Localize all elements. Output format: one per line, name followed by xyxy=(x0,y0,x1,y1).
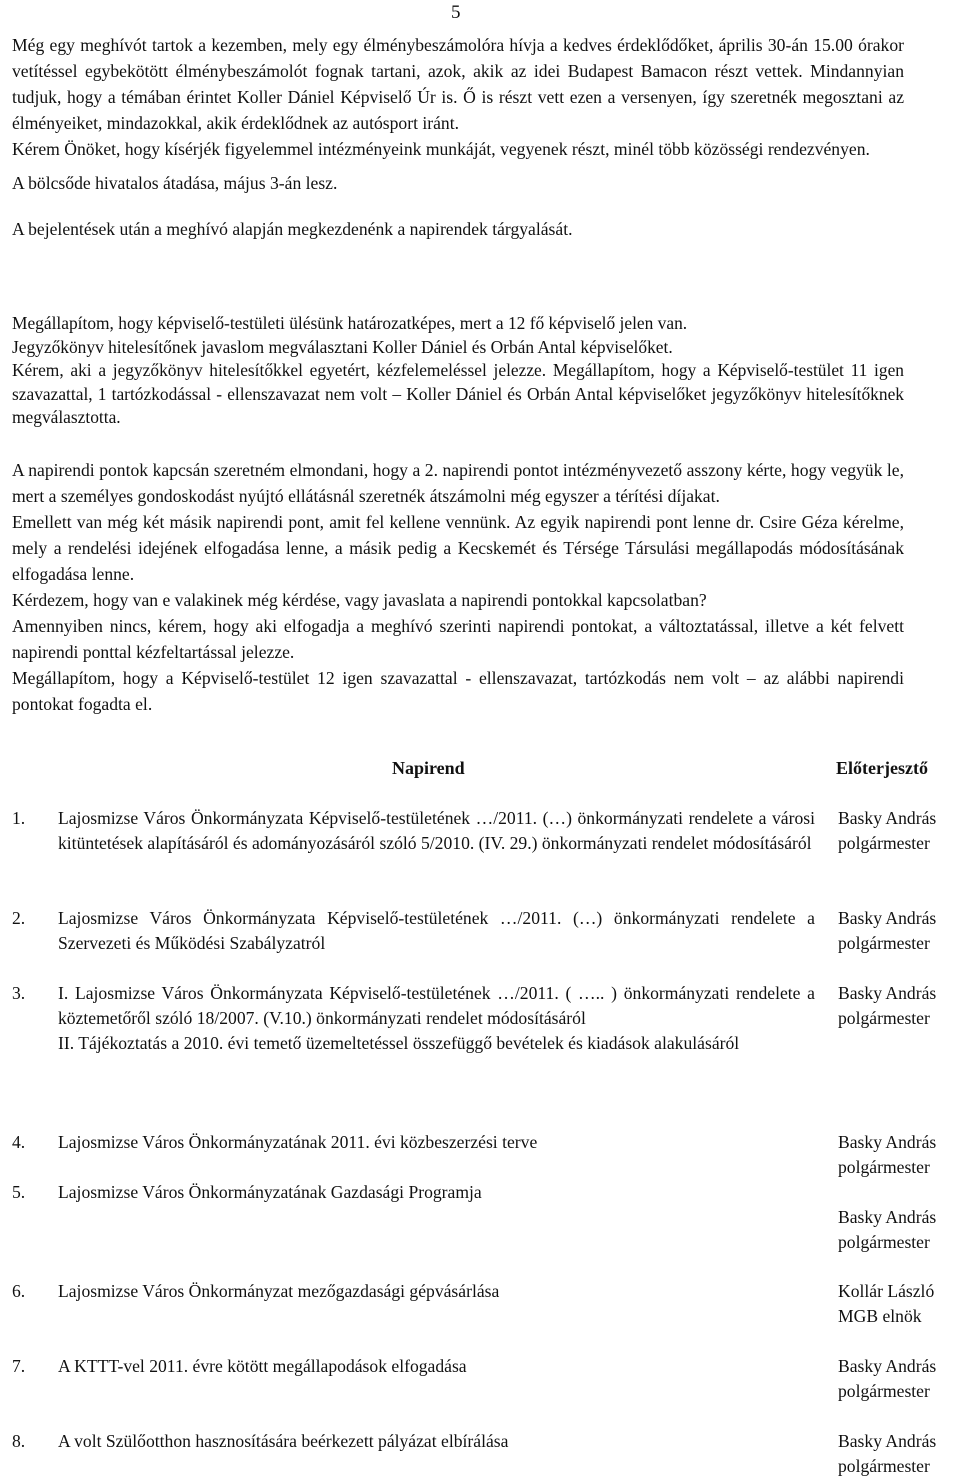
agenda-item-text: A volt Szülőotthon hasznosítására beérkezett pályázat elbírálása xyxy=(58,1431,509,1451)
paragraph-vote-request: Amennyiben nincs, kérem, hogy aki elfogadja a meghívó szerinti napirendi pontokat, a változtatással, illetve a két felvett napirendi ponttal kézfeltartással jelezze. xyxy=(12,616,904,662)
intro-text xyxy=(12,32,904,242)
agenda-item-presenter: Basky András polgármester xyxy=(838,983,937,1028)
paragraph-institutions: Kérem Önöket, hogy kísérjék figyelemmel intézményeink munkáját, vegyenek részt, minél több közösségi rendezvényen. xyxy=(12,139,870,159)
quorum-text xyxy=(12,312,904,430)
paragraph-vote-authenticators: Kérem, aki a jegyzőkönyv hitelesítőkkel egyetért, kézfelemeléssel jelezze. Megállapítom, hogy a Képviselő-testület 11 igen szavazattal, 1 tartózkodással - ellenszavazat nem volt – Koller Dániel és Orbán Antal képviselőket jegyzőkönyv hitelesítőknek megválasztotta. xyxy=(12,360,904,427)
agenda-item-presenter: Kollár László MGB elnök xyxy=(838,1281,935,1326)
agenda-item-text: Lajosmizse Város Önkormányzata Képviselő-testületének …/2011. (…) önkormányzati rendelete a Szervezeti és Működési Szabályzatról xyxy=(58,908,815,953)
agenda-item-number: 3. xyxy=(12,983,26,1003)
agenda-item-number: 6. xyxy=(12,1281,26,1301)
agenda-item-presenter: Basky András polgármester xyxy=(838,908,937,953)
agenda-item-presenter: Basky András polgármester xyxy=(838,1356,937,1401)
presenter-heading: Előterjesztő xyxy=(836,758,928,778)
agenda-item-number: 2. xyxy=(12,908,26,928)
paragraph-invitation: Még egy meghívót tartok a kezemben, mely egy élménybeszámolóra hívja a kedves érdeklődőket, április 30-án 15.00 órakor vetítéssel egybekötött élménybeszámolót fognak tartani, azok, akik az idei Budapest Bamacon részt vettek. Mindannyian tudjuk, hogy a témában érintet Koller Dániel Képviselő Úr is. Ő is részt vett ezen a versenyen, így szeretnék megosztani az élményeiket, mindazokkal, akik érdeklődnek az autósport iránt. xyxy=(12,35,904,133)
agenda-item-presenter: Basky András polgármester xyxy=(838,808,937,853)
agenda-discussion-text xyxy=(12,457,904,717)
agenda-item-text: I. Lajosmizse Város Önkormányzata Képviselő-testületének …/2011. ( ….. ) önkormányzati rendelete a köztemetőről szóló 18/2007. (V.10.) önkormányzati rendelet módosításáról II. Tájékoztatás a 2010. évi temető üzemeltetéssel összefüggő bevételek és kiadások alakulásáról xyxy=(58,983,815,1053)
agenda-item-number: 8. xyxy=(12,1431,26,1451)
page-number: 5 xyxy=(451,2,461,23)
paragraph-new-items: Emellett van még két másik napirendi pont, amit fel kellene vennünk. Az egyik napirendi pont lenne dr. Csire Géza kérelme, mely a rendelési idejének elfogadása lenne, a másik pedig a Kecskemét és Térsége Társulási megállapodás módosításának elfogadása lenne. xyxy=(12,512,904,584)
agenda-item-text: Lajosmizse Város Önkormányzatának Gazdasági Programja xyxy=(58,1182,482,1202)
agenda-item-text: Lajosmizse Város Önkormányzata Képviselő-testületének …/2011. (…) önkormányzati rendelete a városi kitüntetések alapításáról és adományozásáról szóló 5/2010. (IV. 29.) önkormányzati rendelet módosításáról xyxy=(58,808,815,853)
paragraph-agenda-start: A bejelentések után a meghívó alapján megkezdenénk a napirendek tárgyalását. xyxy=(12,219,573,239)
paragraph-agenda-change: A napirendi pontok kapcsán szeretném elmondani, hogy a 2. napirendi pontot intézményvezető asszony kérte, hogy vegyük le, mert a személyes gondoskodást nyújtó ellátásnál szeretnék átszámolni még egyszer a térítési díjakat. xyxy=(12,460,904,506)
agenda-item-presenter: Basky András polgármester xyxy=(838,1132,937,1177)
agenda-item-text: Lajosmizse Város Önkormányzatának 2011. évi közbeszerzési terve xyxy=(58,1132,538,1152)
paragraph-questions: Kérdezem, hogy van e valakinek még kérdése, vagy javaslata a napirendi pontokkal kapcsolatban? xyxy=(12,590,707,610)
paragraph-nursery: A bölcsőde hivatalos átadása, május 3-án lesz. xyxy=(12,173,338,193)
paragraph-authenticators: Jegyzőkönyv hitelesítőnek javaslom megválasztani Koller Dániel és Orbán Antal képviselőket. xyxy=(12,336,673,357)
agenda-item-text: A KTTT-vel 2011. évre kötött megállapodások elfogadása xyxy=(58,1356,467,1376)
agenda-heading: Napirend xyxy=(392,758,465,778)
agenda-item-presenter: Basky András polgármester xyxy=(838,1431,937,1476)
agenda-item-number: 5. xyxy=(12,1182,26,1202)
agenda-item-number: 1. xyxy=(12,808,26,828)
agenda-item-text: Lajosmizse Város Önkormányzat mezőgazdasági gépvásárlása xyxy=(58,1281,500,1301)
agenda-item-presenter: Basky András polgármester xyxy=(838,1207,937,1252)
paragraph-quorum: Megállapítom, hogy képviselő-testületi ülésünk határozatképes, mert a 12 fő képviselő jelen van. xyxy=(12,313,688,333)
paragraph-agenda-adopted: Megállapítom, hogy a Képviselő-testület 12 igen szavazattal - ellenszavazat, tartózkodás nem volt – az alábbi napirendi pontokat fogadta el. xyxy=(12,668,904,714)
agenda-item-number: 4. xyxy=(12,1132,26,1152)
agenda-item-number: 7. xyxy=(12,1356,26,1376)
